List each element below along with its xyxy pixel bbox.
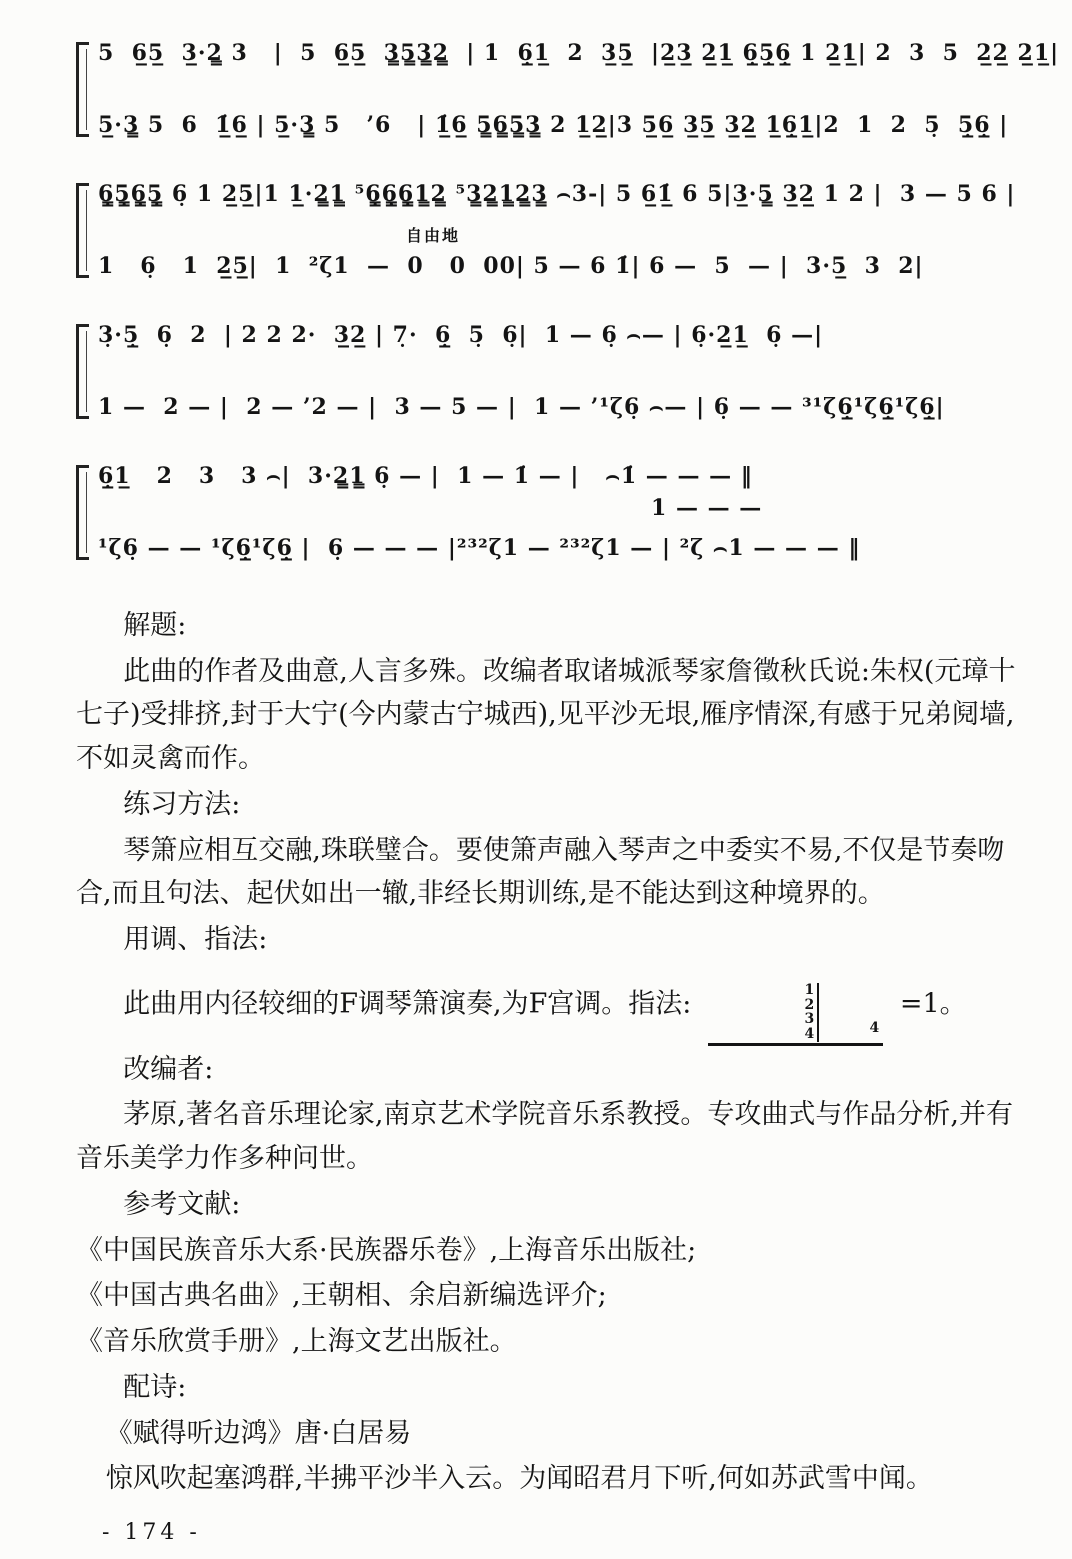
score-system-2 [76,181,1018,280]
system2-lower-staff: 1 6̣ 1 2̲5̲| 1 ²ζ1 — 0 0 00| 5 — 6 1̇| 6 — 5 — | 3·5̲ 3 2| [98,252,924,279]
fingering-hole-3: 3 [804,1011,815,1028]
xiao-fingering-diagram [708,964,883,1046]
system4-second-voice: 1 — — — [651,495,763,521]
page-number: - 174 - [102,1519,201,1545]
reference-item: 《中国古典名曲》,王朝相、余启新编选评介; [76,1280,607,1312]
system4-lower-staff: ¹ζ6̣ — — ¹ζ6̲̣¹ζ6̲̣ | 6̣ — — — |²³²ζ1 — ²³²ζ1 — | ²ζ ⌢1 — — — ‖ [98,534,861,561]
tuning-text-before: 此曲用内径较细的F调琴箫演奏,为F宫调。指法: [123,988,692,1020]
heading-gaibianzhe: 改编者: [123,1053,214,1085]
paragraph-jieti: 此曲的作者及曲意,人言多殊。改编者取诸城派琴家詹徵秋氏说:朱权(元璋十七子)受排挤,封于大宁(今内蒙古宁城西),见平沙无垠,雁序情深,有感于兄弟阋墙,不如灵禽而作。 [76,655,1016,775]
system1-upper-staff: 5 6̲5̲ 3̲·2̳ 3 | 5 6̲5̲ 3̳5̳3̳2̳ | 1 6̲̣1̲ 2 3̲5̲ |2̲3̲ 2̲1̲ 6̲̣5̲̣6̲̣ 1 2̲1̲| 2 3 5 2̲2̲ 2̲1̲| [98,40,1060,66]
tuning-text-after: =1。 [899,988,967,1020]
system3-upper-staff: 3̣·5̲̣ 6̣ 2 | 2 2 2· 3̲2̲ | 7̣· 6̲̣ 5̣ 6̣| 1 — 6̣ ⌢— | 6̣·2̲1̲ 6̣ —| [98,322,824,348]
fingering-hole-2: 2 [804,996,815,1013]
paragraph-yongdiao [76,964,1018,1046]
fingering-hole-1: 1 [804,981,815,998]
fingering-side-number: 4 [869,1019,880,1036]
system-bracket [76,324,89,419]
heading-peishi: 配诗: [123,1371,187,1403]
poem-title: 《赋得听边鸿》唐·白居易 [105,1417,412,1449]
heading-yongdiao: 用调、指法: [123,924,268,956]
score-system-3 [76,322,1018,421]
score-system-1 [76,40,1060,139]
heading-cankao: 参考文献: [123,1188,241,1220]
score-system-4 [76,463,1018,562]
heading-jieti: 解题: [123,610,187,641]
system-bracket [76,183,89,278]
fingering-hole-4: 4 [804,1025,815,1042]
poem-body: 惊风吹起塞鸿群,半拂平沙半入云。为闻昭君月下听,何如苏武雪中闻。 [105,1463,933,1495]
system-bracket [76,42,89,137]
tempo-annotation-ziyoudi: 自由地 [406,226,461,245]
reference-item: 《中国民族音乐大系·民族器乐卷》,上海音乐出版社; [76,1234,697,1266]
commentary-text [76,604,1018,1551]
system3-lower-staff: 1 — 2 — | 2 — ’2 — | 3 — 5 — | 1 — ’¹ζ6̣ ⌢— | 6̣ — — ³¹ζ6̲̣¹ζ6̲̣¹ζ6̲̣| [98,393,945,420]
music-score [76,40,1060,562]
paragraph-gaibianzhe: 茅原,著名音乐理论家,南京艺术学院音乐系教授。专攻曲式与作品分析,并有音乐美学力作多种问世。 [76,1099,1013,1175]
reference-item: 《音乐欣赏手册》,上海文艺出版社。 [76,1326,517,1358]
system1-lower-staff: 5̲·3̳ 5 6 1̲̇6̲ | 5̲·3̳ 5 ’6 | 1̲̇6̲ 5̳6̳5̳3̳ 2 1̲2̲|3 5̲6̲ 3̲5̲ 3̲2̲ 1̲6̲̣1̲|2 1 2 5̣ 5̲̣6̲̣ | [98,111,1009,138]
paragraph-lianxi: 琴箫应相互交融,珠联璧合。要使箫声融入琴声之中委实不易,不仅是节奏吻合,而且句法、起伏如出一辙,非经长期训练,是不能达到这种境界的。 [76,834,1005,910]
heading-lianxi: 练习方法: [123,788,241,820]
system-bracket [76,465,89,560]
system2-upper-staff: 6̳̣5̳̣6̳̣5̳̣ 6̣ 1 2̲5̲|1 1̲·2̳1̳ ⁵6̳̣6̳̣6̳̣1̳2̳ ⁵3̳2̳1̳2̳3̳ ⌢3-| 5 6̲1̲̇ 6 5|3̲·5̳ 3̲2̲ 1 2 | 3 — 5 6 | [98,181,1016,207]
system4-upper-staff: 6̲̣1̲ 2 3 3 ⌢| 3·2̳1̳ 6̣ — | 1 — 1̇ — | ⌢1̇ — — — ‖ [98,463,753,489]
